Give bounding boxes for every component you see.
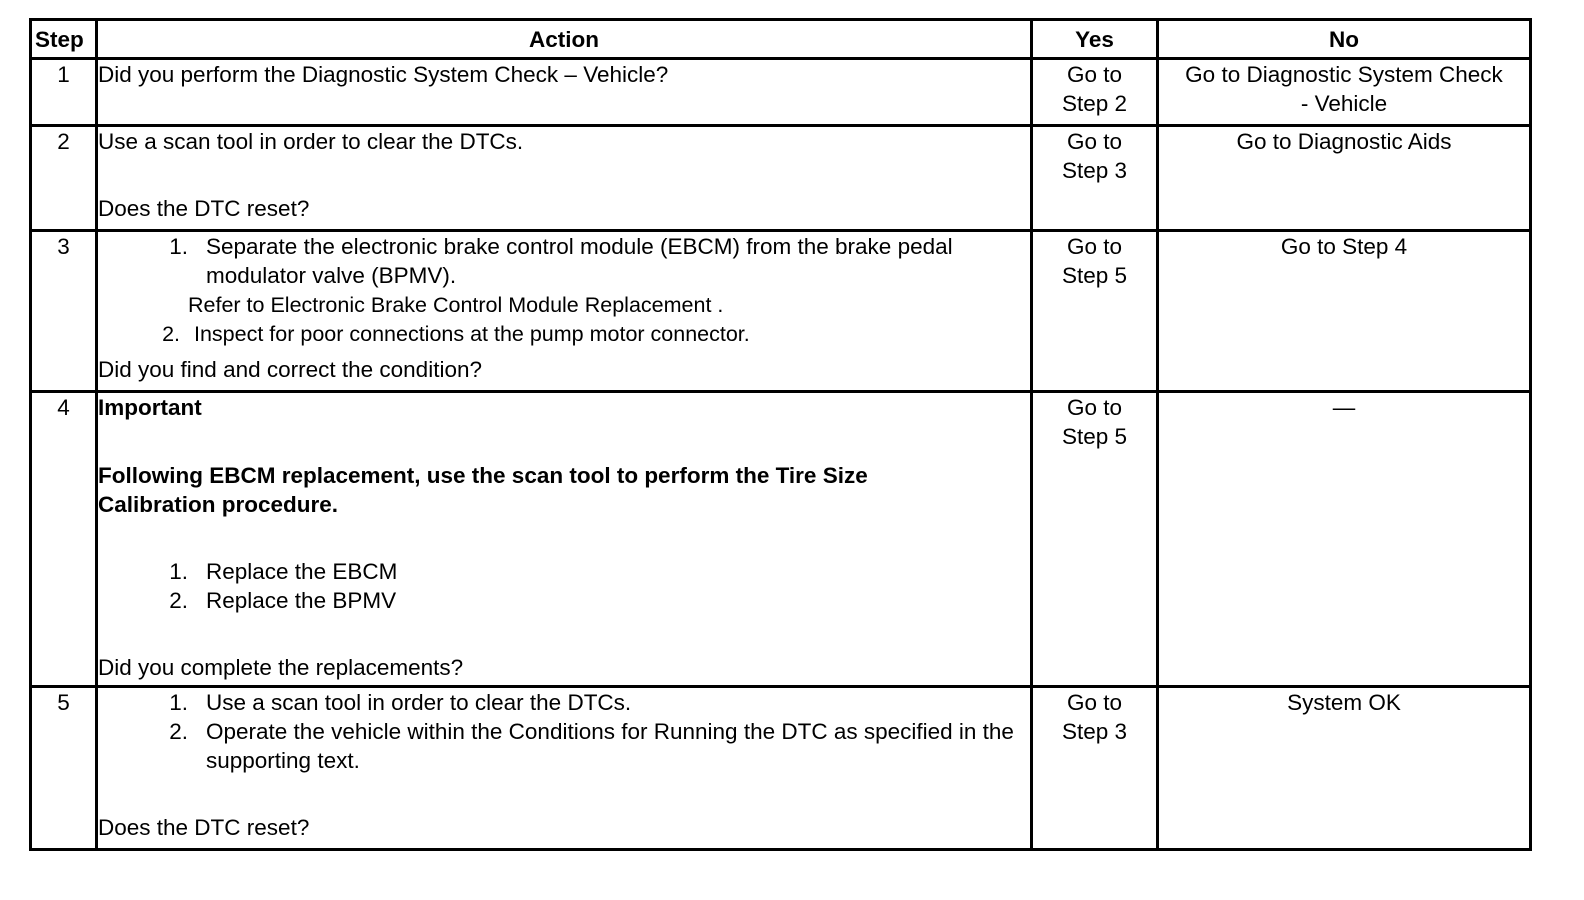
table-row-step-2	[31, 126, 1531, 231]
table-header-row	[31, 20, 1531, 59]
action-cell	[97, 687, 1032, 850]
action-question: Does the DTC reset?	[98, 815, 310, 840]
yes-line: Step 5	[1061, 424, 1128, 449]
diagnostic-table	[29, 18, 1532, 851]
yes-cell	[1032, 59, 1158, 126]
step-number: 5	[31, 687, 97, 850]
yes-line: Step 2	[1061, 91, 1128, 116]
yes-line: Go to	[1066, 395, 1123, 420]
yes-cell	[1032, 392, 1158, 687]
header-no: No	[1158, 20, 1531, 59]
no-cell	[1158, 392, 1531, 687]
list-item	[98, 688, 1030, 717]
list-item	[98, 320, 1030, 349]
list-item-text: Operate the vehicle within the Conditions for Running the DTC as specified in the supporting text.	[206, 719, 1014, 773]
no-line: System OK	[1287, 690, 1401, 715]
list-item-text: Inspect for poor connections at the pump motor connector.	[194, 322, 750, 346]
list-item-number: 2.	[162, 322, 180, 346]
important-label: Important	[98, 395, 202, 420]
important-text: Following EBCM replacement, use the scan tool to perform the Tire Size Calibration procedure.	[98, 463, 868, 517]
no-cell	[1158, 687, 1531, 850]
header-action: Action	[97, 20, 1032, 59]
action-cell	[97, 231, 1032, 392]
table-row-step-4	[31, 392, 1531, 687]
list-item-number: 1.	[169, 559, 188, 584]
no-line: Go to Diagnostic Aids	[1236, 129, 1452, 154]
list-item-number: 1.	[169, 234, 188, 259]
yes-line: Go to	[1066, 62, 1123, 87]
list-item-text: Use a scan tool in order to clear the DTCs.	[206, 690, 632, 715]
table-row-step-3	[31, 231, 1531, 392]
no-cell	[1158, 126, 1531, 231]
yes-line: Go to	[1066, 690, 1123, 715]
yes-line: Step 5	[1061, 263, 1128, 288]
header-step: Step	[31, 20, 97, 59]
list-item	[98, 586, 1030, 615]
no-line: —	[1332, 395, 1356, 420]
list-item	[98, 557, 1030, 586]
table-row-step-1	[31, 59, 1531, 126]
no-line: Go to Diagnostic System Check	[1185, 62, 1503, 87]
action-question: Did you find and correct the condition?	[98, 357, 482, 382]
list-item-text: Replace the BPMV	[206, 588, 397, 613]
list-item-number: 2.	[169, 719, 188, 744]
list-item-text: Replace the EBCM	[206, 559, 398, 584]
action-cell	[97, 126, 1032, 231]
step-number: 1	[31, 59, 97, 126]
step-number: 2	[31, 126, 97, 231]
no-line: Go to Step 4	[1280, 234, 1408, 259]
action-instruction: Use a scan tool in order to clear the DTCs.	[98, 129, 524, 154]
yes-line: Step 3	[1061, 719, 1128, 744]
action-question: Does the DTC reset?	[98, 196, 310, 221]
yes-line: Step 3	[1061, 158, 1128, 183]
list-item-number: 1.	[169, 690, 188, 715]
yes-line: Go to	[1066, 129, 1123, 154]
action-question: Did you complete the replacements?	[98, 655, 464, 680]
yes-cell	[1032, 126, 1158, 231]
list-item-text: Separate the electronic brake control module (EBCM) from the brake pedal modulator valve (BPMV).	[206, 234, 953, 288]
list-item	[98, 717, 1030, 775]
list-item-number: 2.	[169, 588, 188, 613]
no-line: - Vehicle	[1300, 91, 1388, 116]
header-yes: Yes	[1032, 20, 1158, 59]
step-number: 3	[31, 231, 97, 392]
no-cell	[1158, 231, 1531, 392]
action-cell	[97, 59, 1032, 126]
yes-cell	[1032, 687, 1158, 850]
action-cell	[97, 392, 1032, 687]
table-row-step-5	[31, 687, 1531, 850]
diagnostic-table-container	[29, 18, 1529, 851]
list-item	[98, 232, 1030, 290]
step-number: 4	[31, 392, 97, 687]
no-cell	[1158, 59, 1531, 126]
action-question: Did you perform the Diagnostic System Check – Vehicle?	[98, 62, 669, 87]
reference-note: Refer to Electronic Brake Control Module Replacement .	[188, 293, 724, 317]
yes-cell	[1032, 231, 1158, 392]
yes-line: Go to	[1066, 234, 1123, 259]
